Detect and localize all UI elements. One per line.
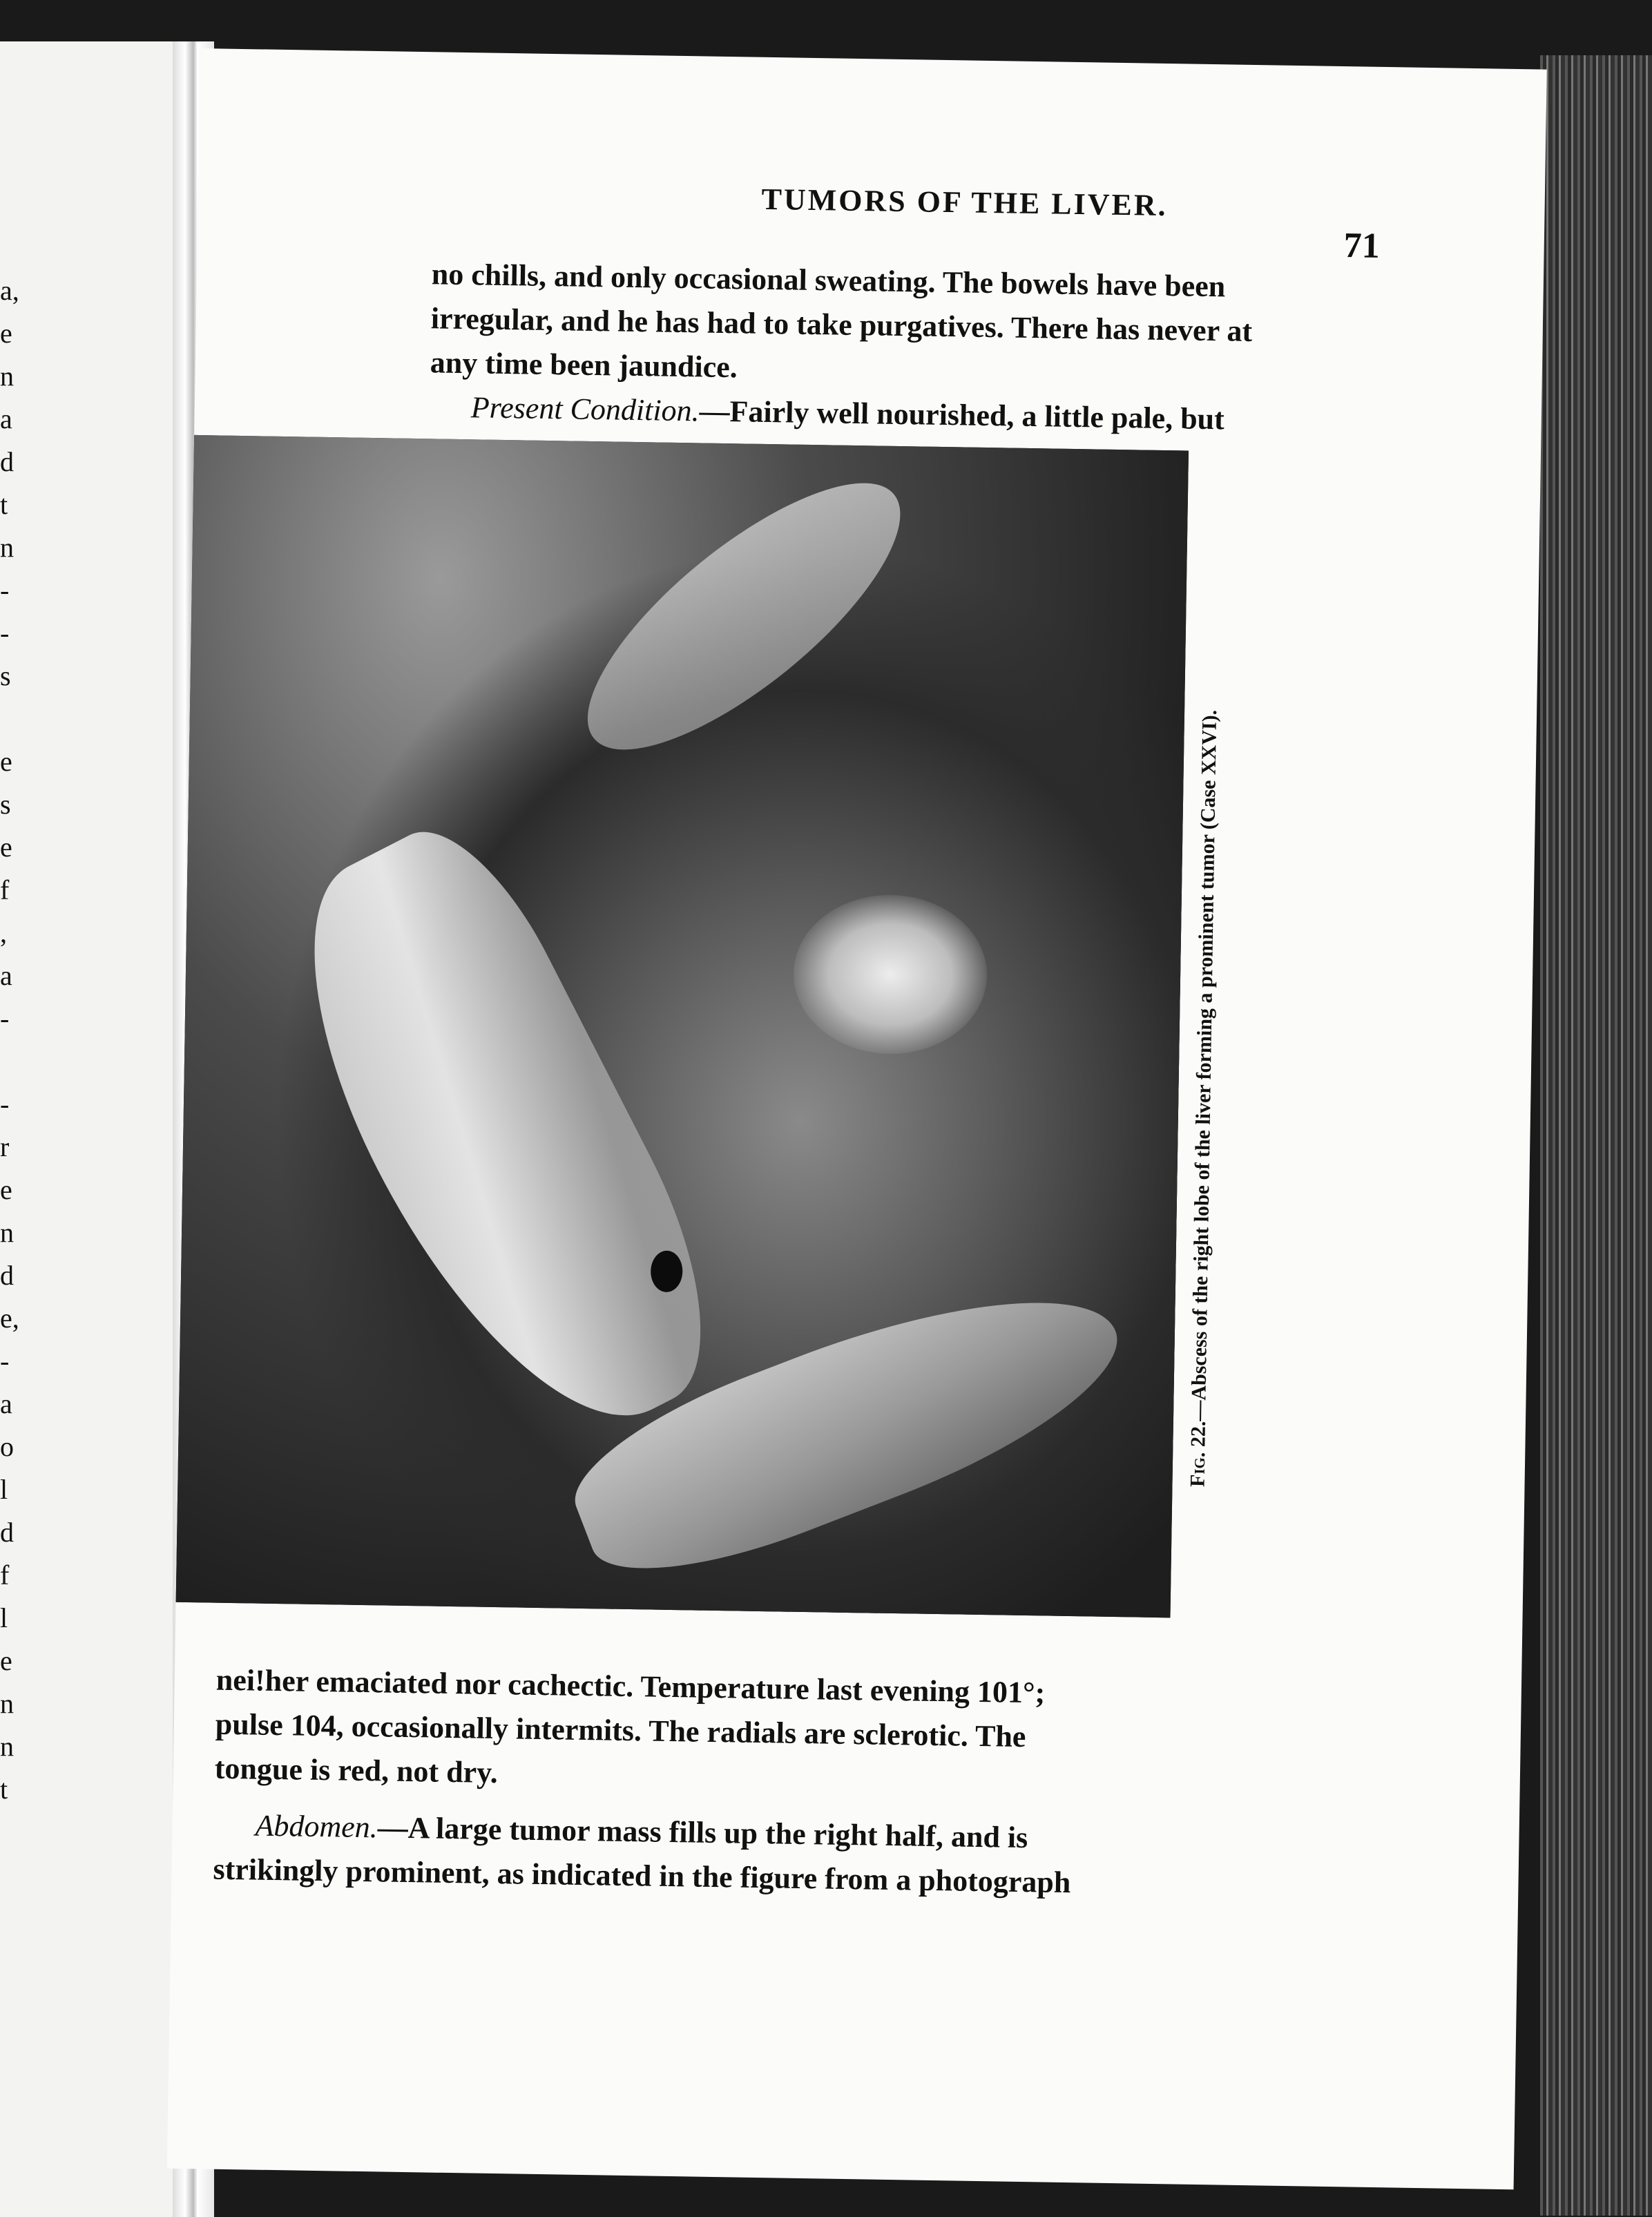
- facing-page-letter: a: [0, 403, 12, 434]
- drape-top: [550, 441, 938, 791]
- running-head: TUMORS OF THE LIVER.: [761, 182, 1169, 223]
- figure-photograph: [176, 435, 1189, 1618]
- facing-page-letter: n: [0, 1688, 14, 1719]
- facing-page-letter: ,: [0, 917, 7, 948]
- figure-caption: [1186, 520, 1224, 1487]
- facing-page-letter: -: [0, 1345, 10, 1376]
- section-heading-present-condition: Present Condition.: [470, 390, 700, 428]
- facing-page-letter: e: [0, 1645, 12, 1676]
- facing-page: [0, 41, 173, 2217]
- figure-caption-text: —Abscess of the right lobe of the liver forming a prominent tumor (Case XXVI).: [1187, 709, 1222, 1421]
- abdomen-text: —A large tumor mass fills up the right half, and is: [377, 1810, 1028, 1855]
- facing-page-letter: e: [0, 832, 12, 863]
- text-line: strikingly prominent, as indicated in the figure from a photograph: [213, 1852, 1071, 1900]
- facing-page-letter: a: [0, 960, 12, 991]
- paragraph-abdomen: [213, 1803, 1174, 1907]
- facing-page-letter: t: [0, 1774, 8, 1805]
- facing-page-letter: a: [0, 1388, 12, 1419]
- section-heading-abdomen: Abdomen.: [255, 1808, 378, 1845]
- facing-page-letter: a,: [0, 275, 19, 306]
- facing-page-letter: d: [0, 446, 14, 477]
- facing-page-letter: -: [0, 1088, 10, 1120]
- facing-page-letter: -: [0, 617, 10, 649]
- page-edges: [1540, 55, 1652, 2216]
- facing-page-edge-text: [0, 269, 21, 1811]
- facing-page-letter: f: [0, 1559, 10, 1591]
- text-line: any time been jaundice.: [430, 345, 738, 385]
- text-line: no chills, and only occasional sweating. The bowels have been: [431, 257, 1226, 304]
- facing-page-letter: s: [0, 789, 11, 820]
- facing-page-letter: [0, 698, 21, 740]
- facing-page-letter: e,: [0, 1303, 19, 1334]
- drape-left: [249, 804, 753, 1470]
- text-line: irregular, and he has had to take purgatives. There has never at: [430, 301, 1253, 348]
- facing-page-letter: e: [0, 1174, 12, 1205]
- figure-label: Fig. 22.: [1186, 1421, 1210, 1488]
- facing-page-letter: o: [0, 1431, 14, 1462]
- page-number: 71: [1343, 226, 1381, 266]
- text-line: tongue is red, not dry.: [214, 1751, 499, 1790]
- text-line: pulse 104, occasionally intermits. The radials are sclerotic. The: [215, 1707, 1026, 1754]
- facing-page-letter: l: [0, 1602, 8, 1633]
- facing-page-letter: e: [0, 318, 12, 349]
- facing-page-letter: f: [0, 874, 10, 905]
- present-condition-text: —Fairly well nourished, a little pale, but: [699, 394, 1225, 436]
- facing-page-letter: r: [0, 1131, 10, 1162]
- facing-page-letter: e: [0, 746, 12, 777]
- paragraph-continued: [429, 252, 1378, 443]
- facing-page-letter: -: [0, 1003, 10, 1034]
- facing-page-letter: d: [0, 1260, 14, 1291]
- facing-page-letter: l: [0, 1474, 8, 1505]
- book-page: [167, 48, 1547, 2189]
- facing-page-letter: t: [0, 489, 8, 520]
- facing-page-letter: n: [0, 1217, 14, 1248]
- facing-page-letter: [0, 1040, 21, 1083]
- facing-page-letter: n: [0, 532, 14, 563]
- facing-page-letter: n: [0, 1731, 14, 1762]
- text-line: nei!her emaciated nor cachectic. Temperature last evening 101°;: [215, 1662, 1046, 1710]
- facing-page-letter: s: [0, 660, 11, 691]
- facing-page-letter: d: [0, 1517, 14, 1548]
- tumor-highlight: [792, 894, 988, 1055]
- facing-page-letter: -: [0, 575, 10, 606]
- paragraph-present-condition: [214, 1658, 1176, 1806]
- facing-page-letter: n: [0, 361, 14, 392]
